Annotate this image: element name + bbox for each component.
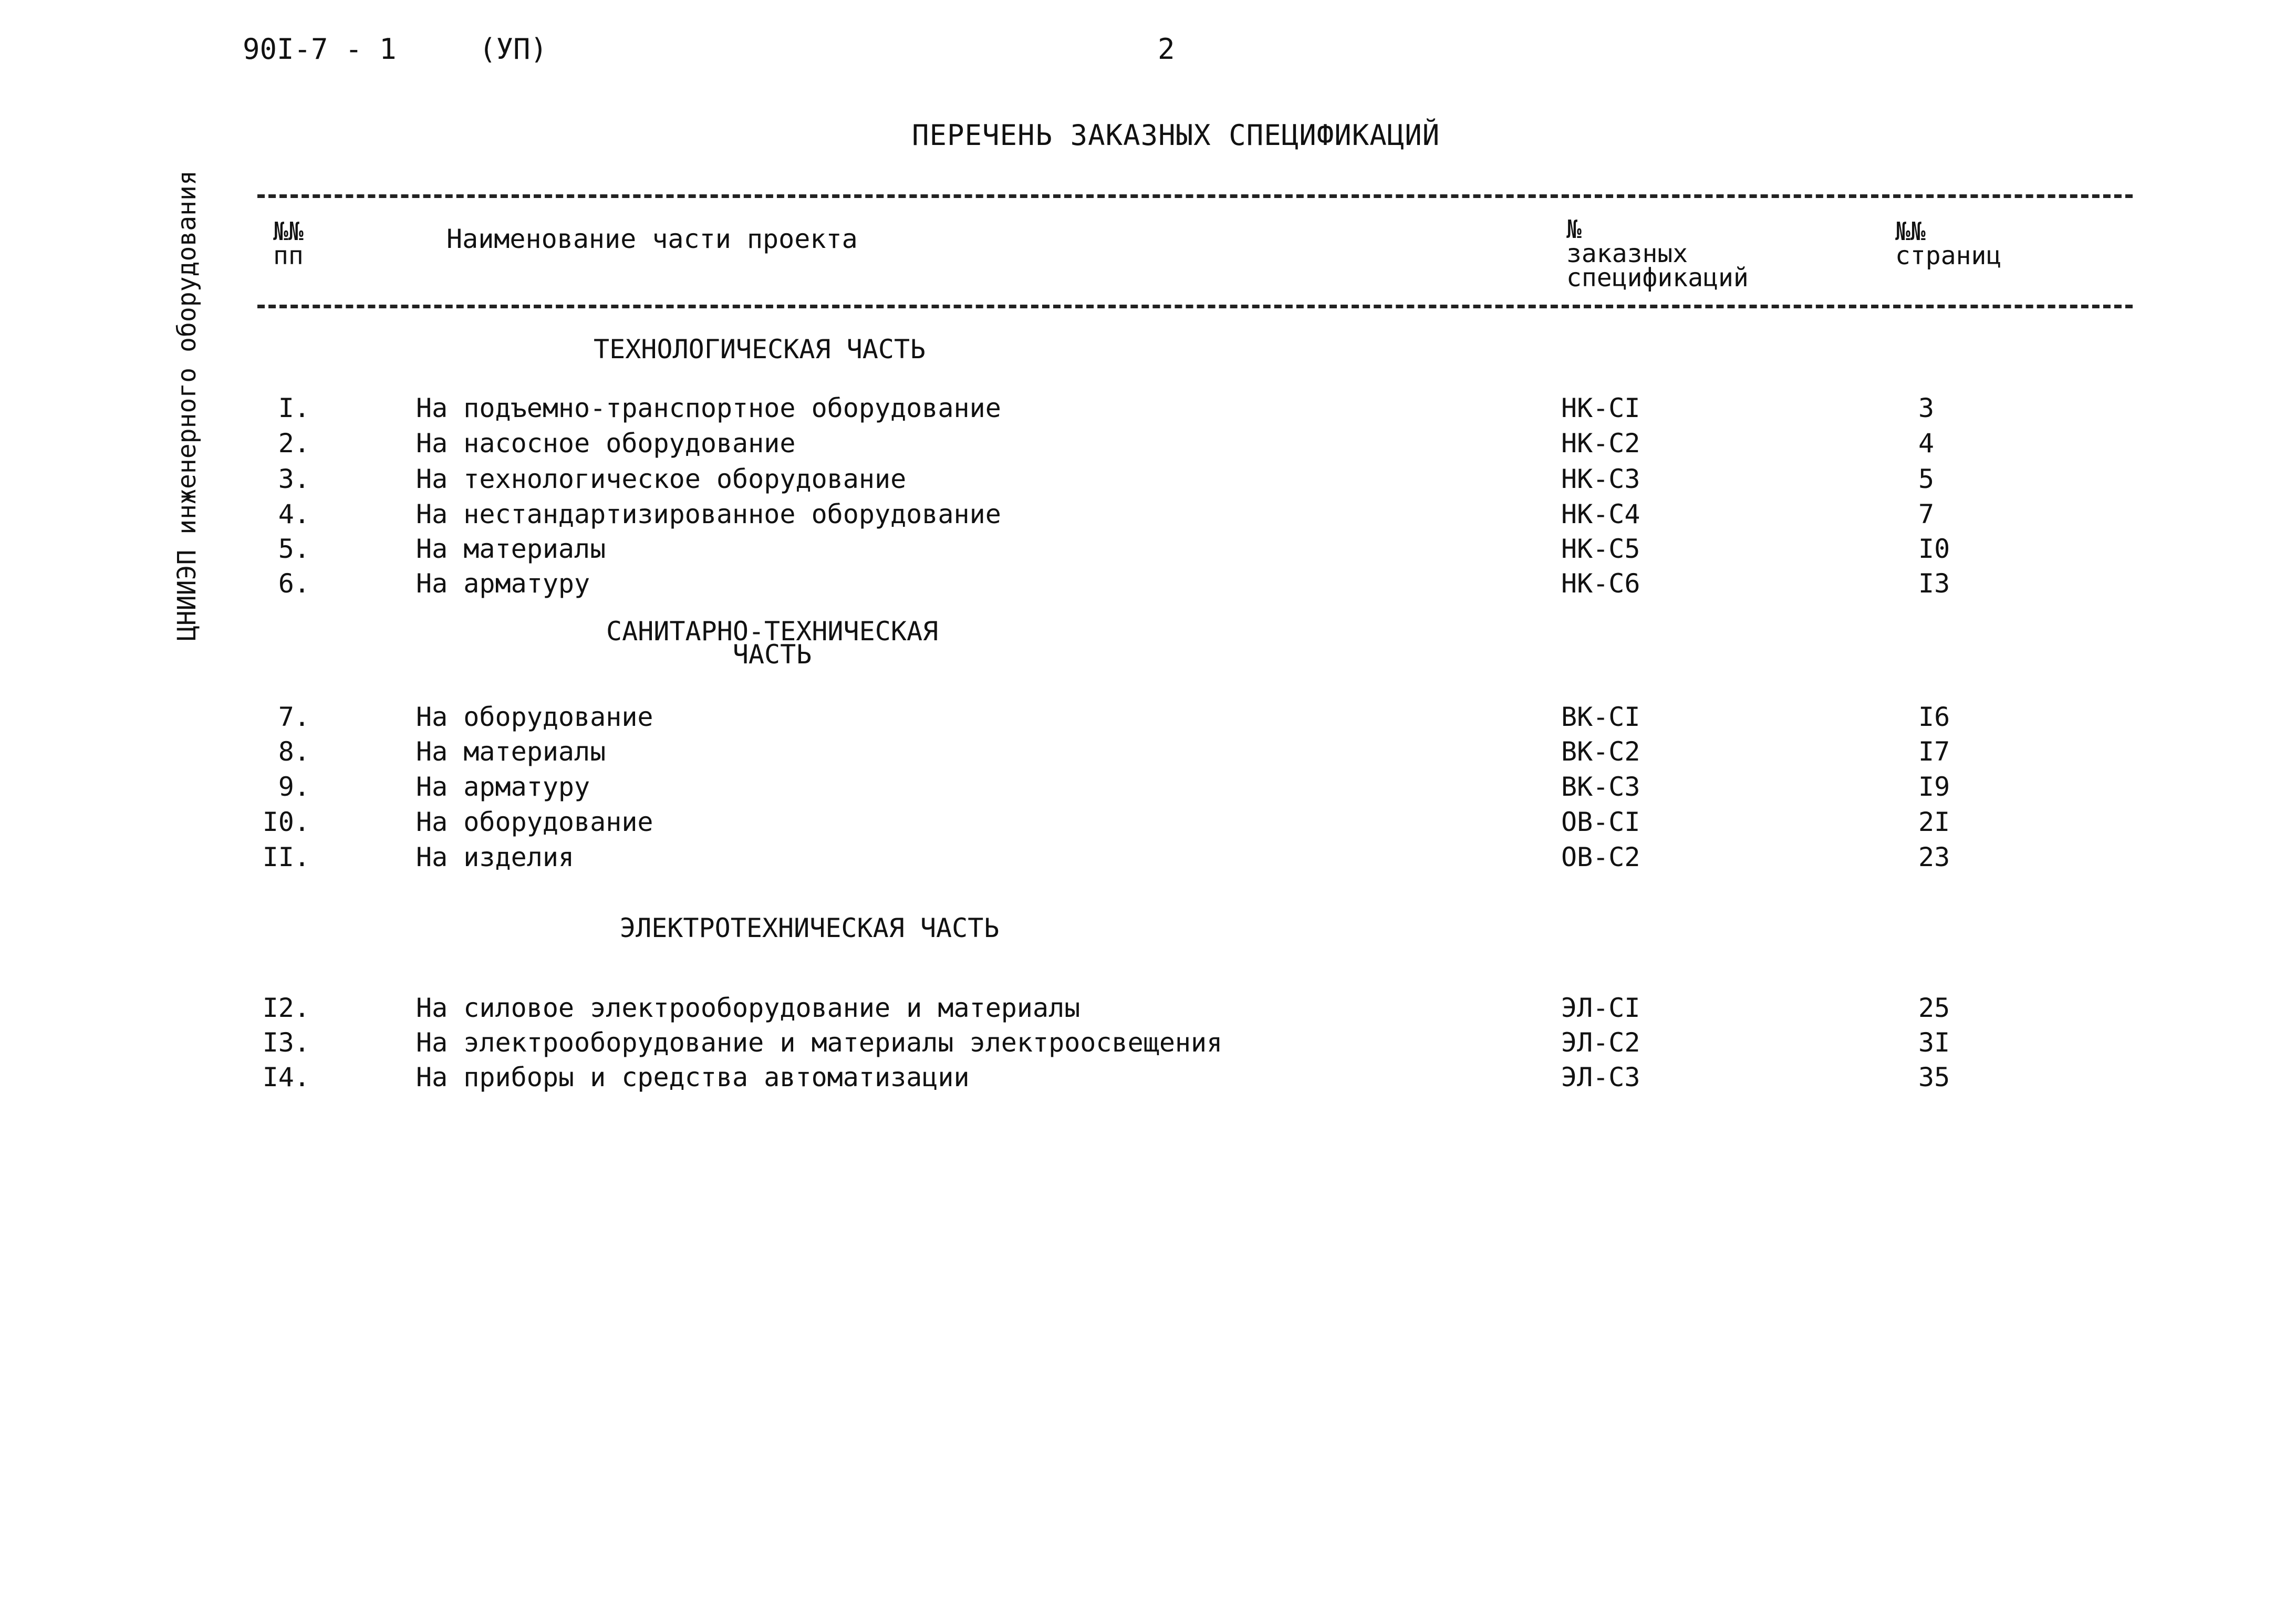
section-title-sanitary: САНИТАРНО-ТЕХНИЧЕСКАЯ ЧАСТЬ [606, 616, 939, 670]
table-row: 9. На арматуру ВК-С3 I9 [278, 772, 1950, 802]
document-code: 90I-7 - 1 [243, 33, 397, 66]
table-row: I0. На оборудование ОВ-СI 2I [262, 807, 1950, 837]
column-header-num: №№ пп [273, 217, 304, 270]
table-row: I3. На электрооборудование и материалы электроосвещения ЭЛ-С2 3I [262, 1027, 1950, 1058]
table-row: 5. На материалы НК-С5 I0 [278, 534, 1950, 564]
table-row: 7. На оборудование ВК-СI I6 [278, 702, 1950, 732]
table-row: II. На изделия ОВ-С2 23 [262, 842, 1950, 872]
section-title-electrotechnical: ЭЛЕКТРОТЕХНИЧЕСКАЯ ЧАСТЬ [620, 913, 1000, 943]
table-row: 6. На арматуру НК-С6 I3 [278, 568, 1950, 599]
table-row: I4. На приборы и средства автоматизации ЭЛ-С3 35 [262, 1062, 1950, 1092]
table-row: 3. На технологическое оборудование НК-С3 5 [278, 464, 1935, 494]
section-title-technological: ТЕХНОЛОГИЧЕСКАЯ ЧАСТЬ [594, 334, 926, 365]
table-row: I2. На силовое электрооборудование и материалы ЭЛ-СI 25 [262, 993, 1950, 1023]
header-top-divider [257, 194, 2133, 198]
table-row: 4. На нестандартизированное оборудование НК-С4 7 [278, 499, 1935, 529]
side-stamp: ЦНИИЭП инженерного оборудования [172, 170, 202, 641]
document-part: (УП) [479, 33, 548, 66]
page-title: ПЕРЕЧЕНЬ ЗАКАЗНЫХ СПЕЦИФИКАЦИЙ [912, 119, 1440, 152]
column-header-name: Наименование части проекта [446, 224, 858, 254]
column-header-page: №№ страниц [1895, 217, 2002, 270]
column-header-spec: № заказных спецификаций [1566, 215, 1749, 293]
header-bottom-divider [257, 305, 2133, 308]
page-number: 2 [1158, 33, 1175, 66]
table-row: I. На подъемно-транспортное оборудование НК-СI 3 [278, 393, 1935, 423]
table-row: 2. На насосное оборудование НК-С2 4 [278, 428, 1935, 459]
table-row: 8. На материалы ВК-С2 I7 [278, 736, 1950, 767]
